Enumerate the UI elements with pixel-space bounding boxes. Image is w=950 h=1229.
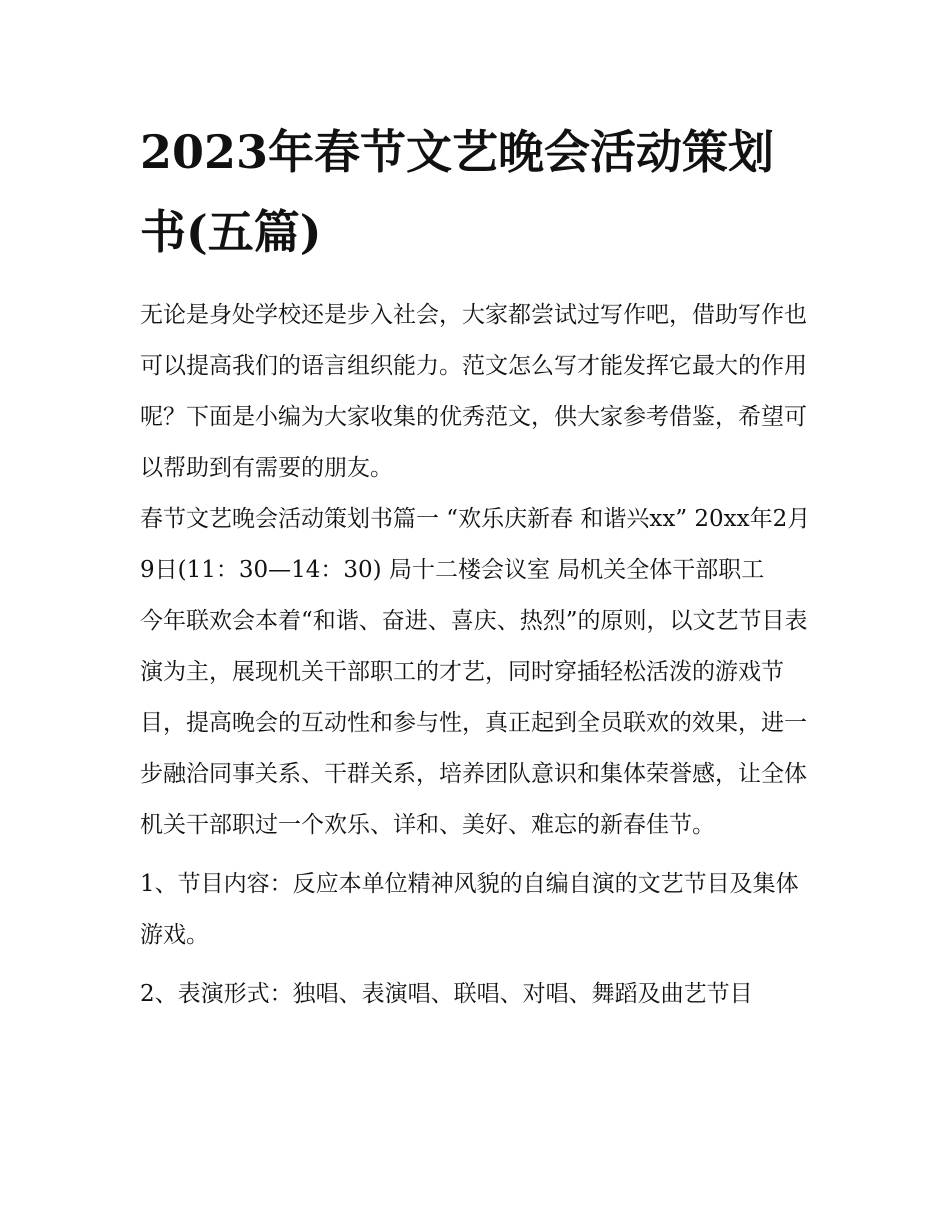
list-item-program-content: 1、节目内容：反应本单位精神风貌的自编自演的文艺节目及集体游戏。	[140, 871, 799, 948]
document-title: 2023年春节文艺晚会活动策划书(五篇)	[140, 125, 775, 259]
list-item-performance-form: 2、表演形式：独唱、表演唱、联唱、对唱、舞蹈及曲艺节目	[140, 981, 753, 1007]
purpose-paragraph: 今年联欢会本着“和谐、奋进、喜庆、热烈”的原则，以文艺节目表演为主，展现机关干部职工的才艺，同时穿插轻松活泼的游戏节目，提高晚会的互动性和参与性，真正起到全员联欢的效果，进一步融洽同事关系、干群关系，培养团队意识和集体荣誉感，让全体机关干部职过一个欢乐、详和、美好、难忘的新春佳节。	[140, 608, 808, 838]
document-page	[140, 112, 812, 1020]
intro-paragraph: 无论是身处学校还是步入社会，大家都尝试过写作吧，借助写作也可以提高我们的语言组织能力。范文怎么写才能发挥它最大的作用呢？下面是小编为大家收集的优秀范文，供大家参考借鉴，希望可以帮助到有需要的朋友。	[140, 302, 807, 481]
event-info-paragraph: 春节文艺晚会活动策划书篇一 “欢乐庆新春 和谐兴xx” 20xx年2月9日(11：30—14：30) 局十二楼会议室 局机关全体干部职工	[140, 506, 811, 583]
